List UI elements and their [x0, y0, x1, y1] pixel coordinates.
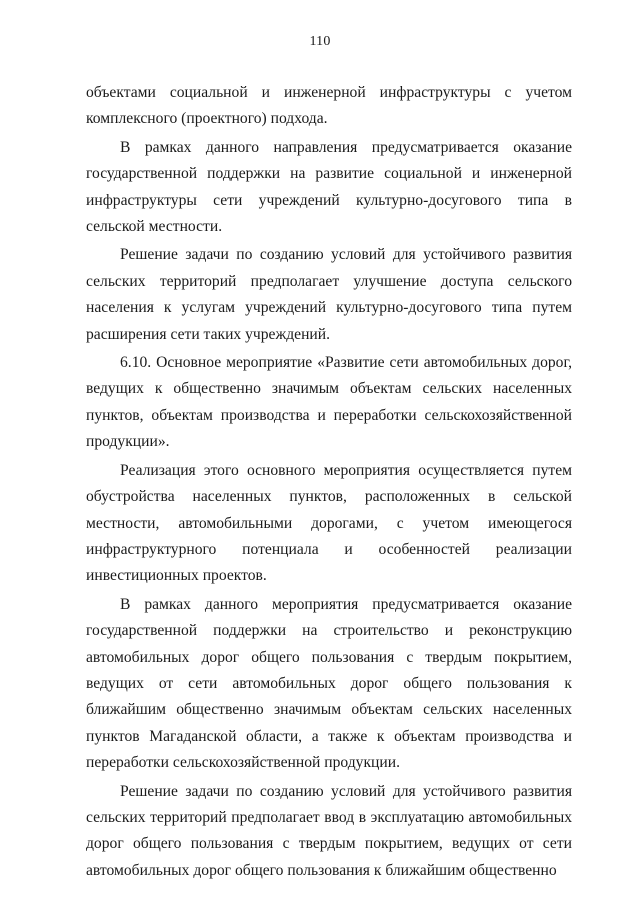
paragraph-task-solution-culture: Решение задачи по созданию условий для устойчивого развития сельских территорий предполагает улучшение доступа сельского населения к услугам учреждений культурно-досугового типа путем расширения сети таких учреждений.	[86, 246, 572, 343]
paragraph-task-solution-roads: Решение задачи по созданию условий для устойчивого развития сельских территорий предполагает ввод в эксплуатацию автомобильных дорог общего пользования с твердым покрытием, ведущих от сети автомобильных дорог общего пользования к ближайшим общественно	[86, 782, 572, 879]
page-number: 110	[309, 34, 331, 49]
document-body	[86, 80, 572, 886]
paragraph-continuation: объектами социальной и инженерной инфраструктуры с учетом комплексного (проектного) подхода.	[86, 84, 572, 128]
paragraph-support-direction: В рамках данного направления предусматривается оказание государственной поддержки на развитие социальной и инженерной инфраструктуры сети учреждений культурно-досугового типа в сельской местности.	[86, 138, 572, 236]
paragraph-roads-support: В рамках данного мероприятия предусматривается оказание государственной поддержки на строительство и реконструкцию автомобильных дорог общего пользования с твердым покрытием, ведущих от сети автомобильных дорог общего пользования к ближайшим общественно значимым объектам сельских населенных пунктов Магаданской области, а также к объектам производства и переработки сельскохозяйственной продукции.	[86, 595, 572, 772]
paragraph-implementation: Реализация этого основного мероприятия осуществляется путем обустройства населенных пунктов, расположенных в сельской местности, автомобильными дорогами, с учетом имеющегося инфраструктурного потенциала и особенностей реализации инвестиционных проектов.	[86, 461, 572, 585]
paragraph-section-heading-6-10: 6.10. Основное мероприятие «Развитие сети автомобильных дорог, ведущих к общественно значимым объектам сельских населенных пунктов, объектам производства и переработки сельскохозяйственной продукции».	[86, 354, 572, 451]
